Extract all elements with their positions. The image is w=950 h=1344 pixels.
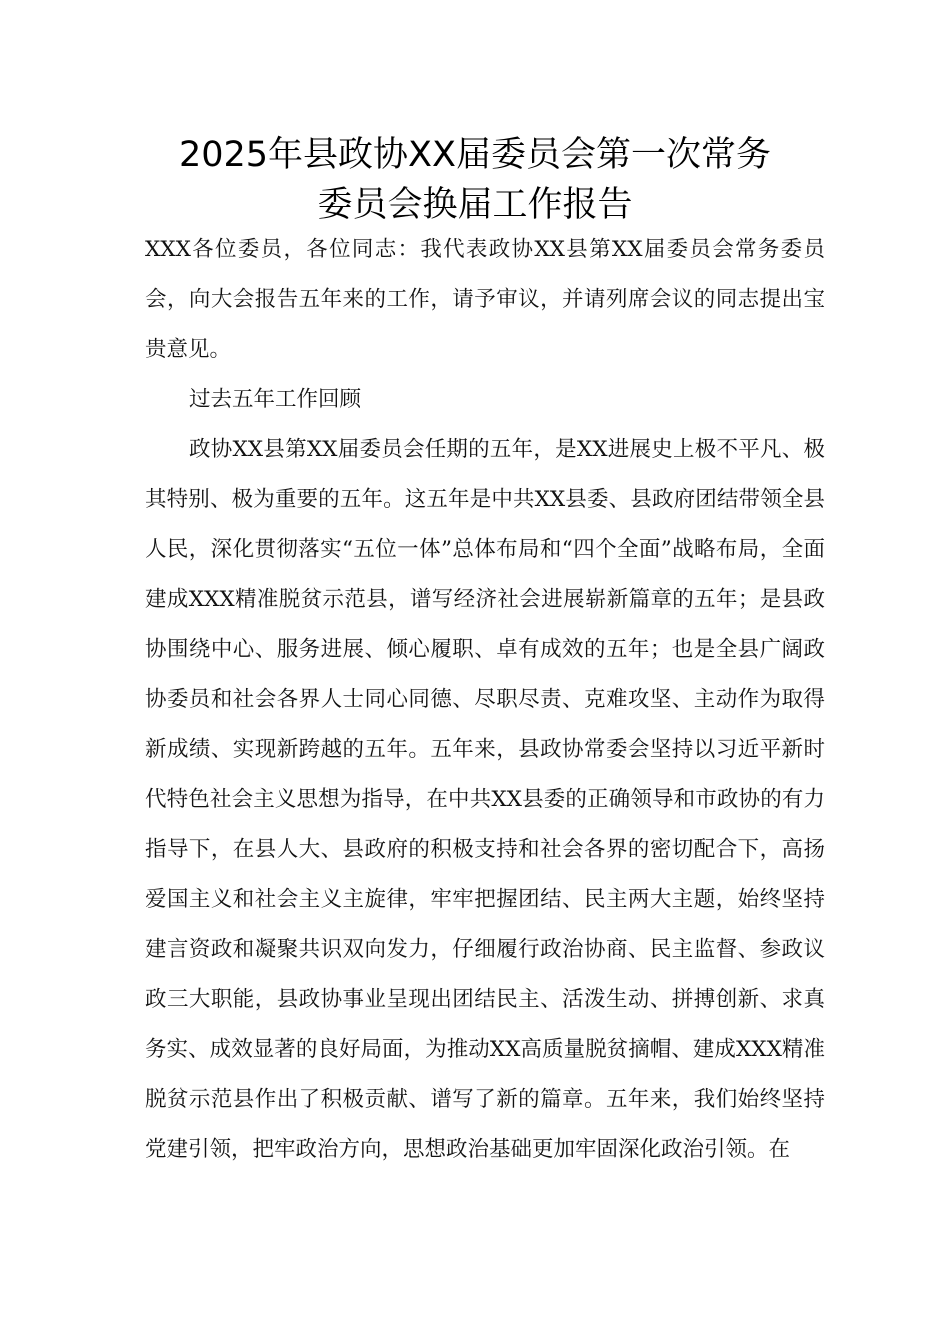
document-title-line-1: 2025年县政协XX届委员会第一次常务: [178, 135, 772, 175]
section-heading: 过去五年工作回顾: [189, 387, 362, 412]
document-title-line-2: 委员会换届工作报告: [317, 185, 633, 225]
body-paragraph: 政协XX县第XX届委员会任期的五年，是XX进展史上极不平凡、极其特别、极为重要的五年。这五年是中共XX县委、县政府团结带领全县人民，深化贯彻落实“五位一体”总体布局和“四个全面”战略布局，全面建成XXX精准脱贫示范县，谱写经济社会进展崭新篇章的五年；是县政协围绕中心、服务进展、倾心履职、卓有成效的五年；也是全县广阔政协委员和社会各界人士同心同德、尽职尽责、克难攻坚、主动作为取得新成绩、实现新跨越的五年。五年来，县政协常委会坚持以习近平新时代特色社会主义思想为指导，在中共XX县委的正确领导和市政协的有力指导下，在县人大、县政府的积极支持和社会各界的密切配合下，高扬爱国主义和社会主义主旋律，牢牢把握团结、民主两大主题，始终坚持建言资政和凝聚共识双向发力，仔细履行政治协商、民主监督、参政议政三大职能，县政协事业呈现出团结民主、活泼生动、拼搏创新、求真务实、成效显著的良好局面，为推动XX高质量脱贫摘帽、建成XXX精准脱贫示范县作出了积极贡献、谱写了新的篇章。五年来，我们始终坚持党建引领，把牢政治方向，思想政治基础更加牢固深化政治引领。在: [145, 437, 825, 1162]
intro-paragraph: XXX各位委员，各位同志：我代表政协XX县第XX届委员会常务委员会，向大会报告五年来的工作，请予审议，并请列席会议的同志提出宝贵意见。: [145, 237, 825, 362]
